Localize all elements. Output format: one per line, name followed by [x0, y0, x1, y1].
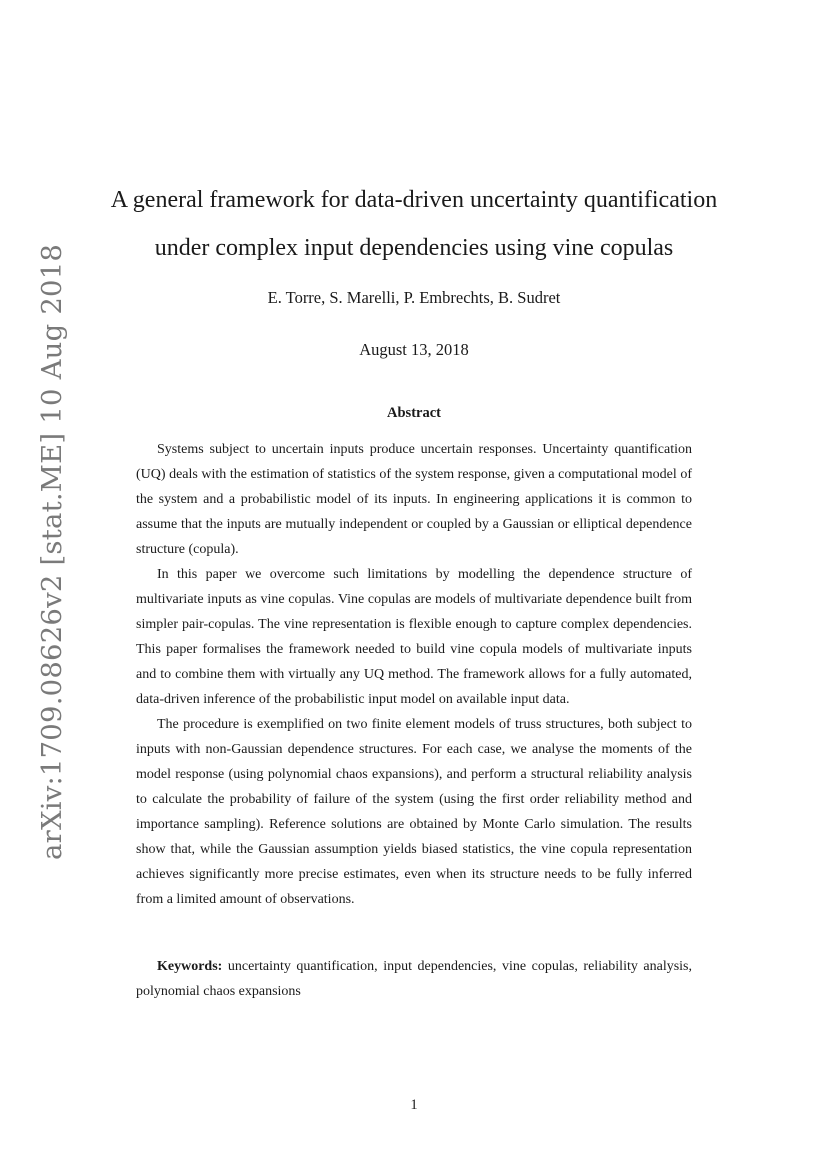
author-list: E. Torre, S. Marelli, P. Embrechts, B. Sudret — [267, 288, 561, 307]
publication-date: August 13, 2018 — [359, 340, 469, 359]
abstract-heading: Abstract — [387, 405, 441, 421]
abstract-paragraph-3: The procedure is exemplified on two finite element models of truss structures, both subject to inputs with non-Gaussian dependence structures. For each case, we analyse the moments of the model response (using polynomial chaos expansions), and perform a structural reliability analysis to calculate the probability of failure of the system (using the first order reliability method and importance sampling). Reference solutions are obtained by Monte Carlo simulation. The results show that, while the Gaussian assumption yields biased statistics, the vine copula representation achieves significantly more precise estimates, even when its structure needs to be fully inferred from a limited amount of observations. — [136, 717, 692, 907]
paper-title — [0, 176, 828, 272]
title-line-2: under complex input dependencies using vine copulas — [154, 235, 674, 261]
title-line-1: A general framework for data-driven uncertainty quantification — [110, 187, 718, 213]
keywords-label: Keywords: — [157, 959, 223, 974]
abstract-paragraph-1: Systems subject to uncertain inputs produce uncertain responses. Uncertainty quantification (UQ) deals with the estimation of statistics of the system response, given a computational model of the system and a probabilistic model of its inputs. In engineering applications it is common to assume that the inputs are mutually independent or coupled by a Gaussian or elliptical dependence structure (copula). — [136, 442, 692, 557]
keywords-text: uncertainty quantification, input dependencies, vine copulas, reliability analysis, polynomial chaos expansions — [136, 959, 693, 999]
arxiv-identifier-stamp: arXiv:1709.08626v2 [stat.ME] 10 Aug 2018 — [36, 243, 68, 860]
page-number: 1 — [410, 1097, 418, 1113]
abstract-body — [136, 437, 692, 912]
keywords-section — [136, 954, 692, 1004]
abstract-paragraph-2: In this paper we overcome such limitations by modelling the dependence structure of multivariate inputs as vine copulas. Vine copulas are models of multivariate dependence built from simpler pair-copulas. The vine representation is flexible enough to capture complex dependencies. This paper formalises the framework needed to build vine copula models of multivariate inputs and to combine them with virtually any UQ method. The framework allows for a fully automated, data-driven inference of the probabilistic input model on available input data. — [136, 567, 692, 707]
